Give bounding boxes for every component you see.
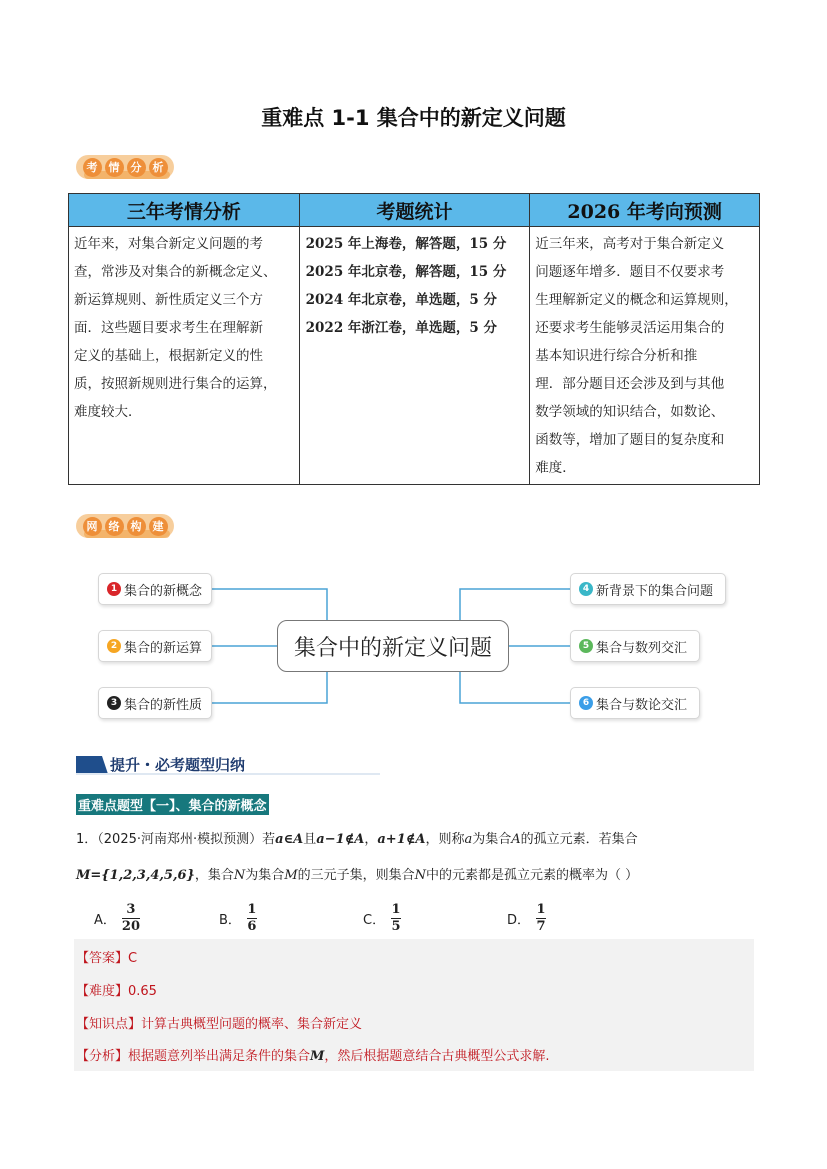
question-text: 为集合 <box>472 832 512 847</box>
question-line-2 <box>76 864 638 883</box>
math-expr: a+1∉A <box>377 832 426 847</box>
math-var: M <box>284 868 298 883</box>
question-line-1 <box>76 828 638 847</box>
math-var: A <box>511 832 521 847</box>
number-badge: 6 <box>579 696 593 710</box>
node-label: 集合的新运算 <box>124 640 203 656</box>
text-line: 定义的基础上，根据新定义的性 <box>74 348 263 364</box>
exam-analysis-table <box>68 193 760 485</box>
text-line: 近年来，对集合新定义问题的考 <box>74 236 263 252</box>
text-line: 还要求考生能够灵活运用集合的 <box>535 320 725 336</box>
page-title: 重难点 1-1 集合中的新定义问题 <box>261 106 566 130</box>
math-var: N <box>414 868 427 883</box>
number-badge: 1 <box>107 582 121 596</box>
option-d[interactable] <box>507 902 546 935</box>
question-text: ， <box>364 832 378 847</box>
mind-node-number-theory <box>570 687 700 719</box>
option-label: D． <box>507 913 531 928</box>
math-expr: a∈A <box>275 832 304 847</box>
denominator: 5 <box>391 919 401 934</box>
badge-exam-analysis <box>76 155 174 179</box>
section-title: 提升・必考题型归纳 <box>110 756 246 774</box>
mind-node-new-property <box>98 687 212 719</box>
mind-node-sequence <box>570 630 700 662</box>
math-var: a <box>464 832 473 847</box>
node-label: 集合的新性质 <box>124 697 203 713</box>
option-label: C． <box>363 913 386 928</box>
question-type-label: 重难点题型【一】、集合的新概念 <box>76 794 269 815</box>
question-text: 1．（2025·河南郑州·模拟预测）若 <box>76 832 276 847</box>
cell-forecast <box>530 227 760 485</box>
badge-char: 考 <box>83 158 102 177</box>
denominator: 6 <box>247 919 257 934</box>
number-badge: 5 <box>579 639 593 653</box>
mind-node-new-concept <box>98 573 212 605</box>
text-line: 近三年来，高考对于集合新定义 <box>535 236 725 252</box>
node-label: 集合的新概念 <box>124 583 203 599</box>
question-text: ，则称 <box>425 832 465 847</box>
text-line: 理．部分题目还会涉及到与其他 <box>535 376 725 392</box>
mind-map <box>95 565 735 725</box>
question-text: 为集合 <box>245 868 285 883</box>
text-line: 生理解新定义的概念和运算规则， <box>535 292 738 308</box>
badge-char: 络 <box>105 517 124 536</box>
mind-node-new-operation <box>98 630 212 662</box>
mind-node-new-background <box>570 573 726 605</box>
question-text: 中的元素都是孤立元素的概率为（ ） <box>426 868 639 883</box>
option-label: A． <box>94 913 116 928</box>
knowledge-point-line: 【知识点】计算古典概型问题的概率、集合新定义 <box>76 1017 363 1032</box>
text-line: 难度． <box>535 460 576 476</box>
badge-char: 构 <box>127 517 146 536</box>
numerator: 1 <box>536 902 546 917</box>
text-line: 难度较大． <box>74 404 142 420</box>
fraction <box>122 902 140 935</box>
text-line: 2022 年浙江卷，单选题，5 分 <box>305 320 498 336</box>
number-badge: 3 <box>107 696 121 710</box>
analysis-text: ，然后根据题意结合古典概型公式求解. <box>324 1049 550 1064</box>
cell-three-year-analysis <box>69 227 300 485</box>
fraction <box>247 902 257 935</box>
node-label: 集合与数论交汇 <box>596 697 688 713</box>
analysis-text: 【分析】根据题意列举出满足条件的集合 <box>76 1049 311 1064</box>
text-line: 2024 年北京卷，单选题，5 分 <box>305 292 498 308</box>
text-line: 问题逐年增多．题目不仅要求考 <box>535 264 725 280</box>
text-line: 数学领域的知识结合，如数论、 <box>535 404 725 420</box>
option-a[interactable] <box>94 902 140 935</box>
answer-line: 【答案】C <box>76 951 138 966</box>
denominator: 20 <box>121 919 140 934</box>
badge-char: 建 <box>149 517 168 536</box>
node-label: 新背景下的集合问题 <box>596 583 714 599</box>
badge-char: 分 <box>127 158 146 177</box>
node-label: 集合与数列交汇 <box>596 640 688 656</box>
cell-exam-stats <box>299 227 530 485</box>
text-line: 2025 年上海卷，解答题，15 分 <box>305 236 507 252</box>
numerator: 3 <box>126 902 136 917</box>
question-text: ，集合 <box>194 868 234 883</box>
math-var: M <box>310 1049 325 1064</box>
math-expr: M={1,2,3,4,5,6} <box>76 868 195 883</box>
numerator: 1 <box>391 902 401 917</box>
option-c[interactable] <box>363 902 401 935</box>
text-line: 查，常涉及对集合的新概念定义、 <box>74 264 277 280</box>
fraction <box>391 902 401 935</box>
badge-char: 网 <box>83 517 102 536</box>
text-line: 2025 年北京卷，解答题，15 分 <box>305 264 507 280</box>
section-banner <box>76 752 380 776</box>
text-line: 基本知识进行综合分析和推 <box>535 348 698 364</box>
mind-center-node: 集合中的新定义问题 <box>277 620 509 672</box>
text-line: 面．这些题目要求考生在理解新 <box>74 320 263 336</box>
question-text: 且 <box>303 832 317 847</box>
math-expr: a−1∉A <box>316 832 365 847</box>
fraction <box>536 902 546 935</box>
option-label: B． <box>219 913 241 928</box>
analysis-line <box>76 1045 550 1064</box>
option-b[interactable] <box>219 902 257 935</box>
header-forecast: 2026 年考向预测 <box>530 194 760 227</box>
text-line: 新运算规则、新性质定义三个方 <box>74 292 263 308</box>
question-text: 的三元子集，则集合 <box>297 868 415 883</box>
text-line: 函数等，增加了题目的复杂度和 <box>535 432 725 448</box>
header-three-year: 三年考情分析 <box>69 194 300 227</box>
number-badge: 4 <box>579 582 593 596</box>
badge-network <box>76 514 174 538</box>
denominator: 7 <box>536 919 546 934</box>
badge-char: 析 <box>149 158 168 177</box>
question-text: 的孤立元素．若集合 <box>520 832 638 847</box>
math-var: N <box>233 868 246 883</box>
number-badge: 2 <box>107 639 121 653</box>
numerator: 1 <box>247 902 257 917</box>
difficulty-line: 【难度】0.65 <box>76 984 157 999</box>
badge-char: 情 <box>105 158 124 177</box>
text-line: 质，按照新规则进行集合的运算， <box>74 376 277 392</box>
header-stats: 考题统计 <box>299 194 530 227</box>
